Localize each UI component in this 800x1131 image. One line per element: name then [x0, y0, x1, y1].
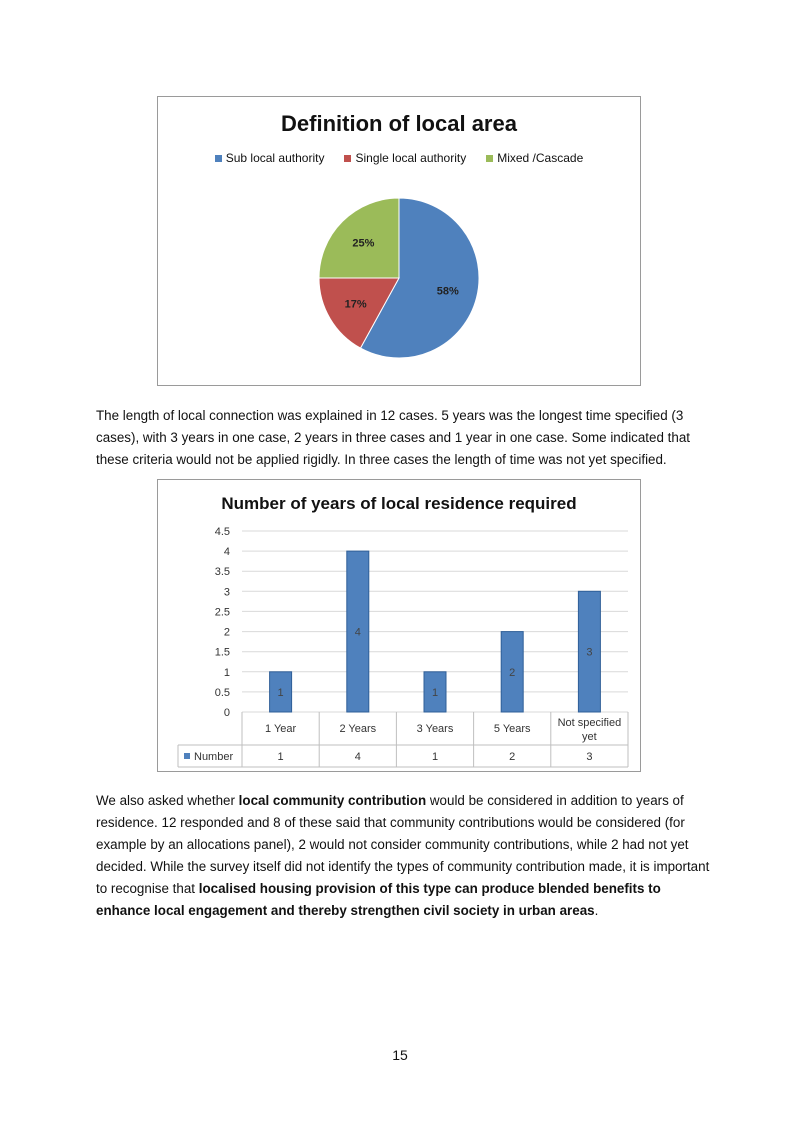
paragraph-community-contribution — [96, 790, 716, 922]
legend-label-single-local: Single local authority — [355, 151, 467, 165]
bar-chart-title: Number of years of local residence required — [221, 494, 577, 513]
pie-label-mixed-cascade: 25% — [352, 237, 375, 250]
paragraph-local-connection — [96, 405, 716, 471]
y-tick-label: 0 — [223, 707, 230, 719]
bar-data-label: 1 — [277, 686, 284, 699]
x-category-label: 5 Years — [493, 723, 531, 735]
paragraph-2-text — [96, 790, 716, 922]
paragraph-2-bold-2: localised housing provision of this type can produce blended benefits to enhance local engagement and thereby strengthen civil society in urban areas — [96, 881, 661, 918]
y-tick-label: 1.5 — [214, 646, 230, 659]
x-category-label-line-2: yet — [582, 731, 597, 743]
x-category-label: 3 Years — [416, 723, 454, 735]
paragraph-2-part-1: We also asked whether — [96, 793, 239, 808]
y-tick-label: 3 — [223, 586, 230, 599]
bar-data-label: 1 — [431, 686, 439, 699]
bar-data-label: 2 — [509, 666, 516, 679]
table-value: 2 — [509, 751, 516, 763]
paragraph-2-part-3: . — [594, 903, 599, 918]
paragraph-2-part-2: would be considered in addition to years of residence. 12 responded and 8 of these said that community contributions would be considered (for example by an allocations panel), 2 would not consider community contributions, while 2 had not yet decided. While the survey itself did not identify the types of community contribution made, it is important to recognise that — [96, 793, 710, 896]
table-value: 1 — [277, 751, 284, 763]
bar-data-label: 3 — [586, 646, 593, 659]
paragraph-2-bold-1: local community contribution — [238, 793, 427, 808]
bar-plot — [158, 480, 640, 771]
y-tick-label: 2.5 — [214, 606, 230, 619]
table-legend-swatch — [184, 753, 190, 759]
pie-label-sub-local-authority: 58% — [436, 285, 459, 298]
y-tick-label: 4 — [223, 546, 230, 559]
table-value: 1 — [431, 751, 439, 763]
x-category-label: 1 Year — [264, 723, 297, 735]
pie-chart-title: Definition of local area — [281, 111, 517, 136]
table-value: 4 — [354, 751, 361, 763]
table-value: 3 — [586, 751, 593, 763]
page-number: 15 — [392, 1047, 408, 1063]
pie-label-single-local-authority: 17% — [344, 298, 367, 311]
x-category-label: 2 Years — [339, 723, 377, 735]
y-tick-label: 3.5 — [214, 566, 230, 579]
y-tick-label: 0.5 — [214, 686, 230, 699]
y-tick-label: 1 — [223, 666, 230, 679]
bar-chart — [157, 479, 641, 772]
table-series-label: Number — [194, 751, 234, 763]
legend-label-sub-local: Sub local authority — [225, 151, 325, 165]
y-tick-label: 4.5 — [214, 526, 230, 538]
x-category-label: Not specified — [557, 717, 622, 729]
paragraph-1-text: The length of local connection was explained in 12 cases. 5 years was the longest time specified (3 cases), with 3 years in one case, 2 years in three cases and 1 year in one case. Some indicated that these criteria would not be applied rigidly. In three cases the length of time was not yet specified. — [96, 408, 690, 467]
y-tick-label: 2 — [223, 626, 230, 639]
legend-label-mixed: Mixed /Cascade — [497, 151, 584, 165]
pie-chart — [157, 96, 641, 386]
bar-data-label: 4 — [354, 626, 361, 639]
pie-plot — [158, 97, 640, 385]
